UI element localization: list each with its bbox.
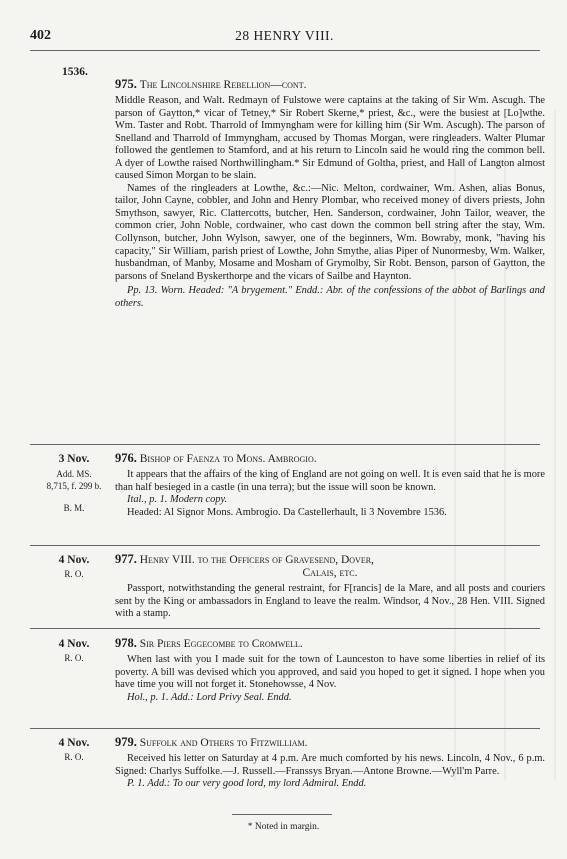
entry-976-heading: Bishop of Faenza to Mons. Ambrogio. xyxy=(139,453,317,465)
entry-978-heading: Sir Piers Eggecombe to Cromwell. xyxy=(139,638,303,650)
entry-977-source: R. O. xyxy=(64,569,84,579)
entry-978-source: R. O. xyxy=(64,653,84,663)
page-header xyxy=(30,28,539,48)
entry-979-heading: Suffolk and Others to Fitzwilliam. xyxy=(139,737,308,749)
entry-978-margin xyxy=(38,638,110,664)
entry-975-note: Pp. 13. Worn. Headed: "A brygement." Endd.: Abr. of the confessions of the abbot of Barlings and others. xyxy=(115,285,545,309)
entry-976-date: 3 Nov. xyxy=(58,453,90,465)
entry-979-note: P. 1. Add.: To our very good lord, my lord Admiral. Endd. xyxy=(127,778,367,790)
entry-975-paragraph-2: Names of the ringleaders at Lowthe, &c.:—Nic. Melton, cordwainer, Wm. Ashen, alias Bonus, tailor, John Cayne, cobbler, and John and Henry Plombar, who received money of divers priests, John Smythson, sawyer, Ric. Clattercotts, butcher, Hen. Sanderson, cordwainer, John Tailor, weaver, the common crier, John Noble, cordwainer, who cast down the common bell string after the stay, Wm. Collynson, butcher, John Wylson, sawyer, one of the beginners, Wm. Bowraby, monk, "having his capacity," Sir William, parish priest of Lowthe, John Smythe, alias Piper of Nunormesby, Wm. Walker, husbandman, of Manby, Mosame and Mosham of Grymolby, Sir Robt. Benson, parson of Gaytton, the parsons of Sneland Byskerthorpe and the vicars of Sailbe and Haynton. xyxy=(115,182,545,282)
entry-977-heading-2: Calais, etc. xyxy=(302,567,358,579)
entry-978-date: 4 Nov. xyxy=(58,638,90,650)
entry-number: 975. xyxy=(115,77,137,91)
entry-975-title xyxy=(115,78,545,92)
entry-978 xyxy=(115,637,545,704)
entry-number: 979. xyxy=(115,735,137,749)
running-head: 28 HENRY VIII. xyxy=(235,28,334,43)
entry-979 xyxy=(115,736,545,791)
entry-979-margin xyxy=(38,737,110,763)
entry-977-title xyxy=(115,553,545,567)
entry-979-title xyxy=(115,736,545,750)
entry-977 xyxy=(115,553,545,621)
header-rule xyxy=(30,50,540,51)
entry-number: 977. xyxy=(115,552,137,566)
footnote: * Noted in margin. xyxy=(247,822,320,832)
entry-976-note-1: Ital., p. 1. Modern copy. xyxy=(127,494,228,506)
footnote-rule xyxy=(232,814,332,815)
entry-976-paragraph: It appears that the affairs of the king of England are not going on well. It is even said that he is more than half besieged in a castle (in una terra); but the issue will soon be known. xyxy=(115,469,545,493)
entry-976-margin xyxy=(38,453,110,514)
entry-978-paragraph: When last with you I made suit for the town of Launceston to have some liberties in relief of its poverty. A bill was devised which you approved, and said you hoped to get it signed. I hope when you have time you will not forget it. Stonehowsse, 4 Nov. xyxy=(115,654,545,691)
entry-976-source-1: Add. MS. xyxy=(56,469,92,479)
entry-976-source-lower: B. M. xyxy=(63,503,85,513)
entry-divider xyxy=(30,545,540,546)
entry-978-title xyxy=(115,637,545,651)
entry-979-paragraph: Received his letter on Saturday at 4 p.m. Are much comforted by his news. Lincoln, 4 Nov., 6 p.m. Signed: Charlys Suffolke.—J. Russell.—Franssys Bryan.—Antone Browne.—Wyll'm Parre. xyxy=(115,753,545,777)
page-number: 402 xyxy=(30,28,51,43)
entry-976 xyxy=(115,452,545,519)
entry-979-date: 4 Nov. xyxy=(58,737,90,749)
entry-978-note: Hol., p. 1. Add.: Lord Privy Seal. Endd. xyxy=(127,691,292,703)
entry-number: 976. xyxy=(115,451,137,465)
entry-977-paragraph: Passport, notwithstanding the general restraint, for F[rancis] de la Mare, and all posts and couriers sent by the King or ambassadors in England to leave the realm. Windsor, 4 Nov., 28 Hen. VIII. Signed with a stamp. xyxy=(115,583,545,620)
entry-977-date: 4 Nov. xyxy=(58,554,90,566)
entry-divider xyxy=(30,444,540,445)
entry-977-margin xyxy=(38,554,110,580)
entry-975 xyxy=(115,78,545,310)
entry-number: 978. xyxy=(115,636,137,650)
entry-975-heading: The Lincolnshire Rebellion—cont. xyxy=(139,79,307,91)
entry-divider xyxy=(30,628,540,629)
entry-975-paragraph-1: Middle Reason, and Walt. Redmayn of Fulstowe were captains at the taking of Sir Wm. Ascugh. The parson of Gaytton,* vicar of Tetney,* Sir Robert Skerne,* priest, &c., were the busiest at [Lo]wthe. Wm. Taster and Robt. Tharrold of Immyngham were for killing him (Sir Wm. Ascugh). The parson of Snelland and Tharrold of Immyngham, accused by Thomas Morgan, were ringleaders. Walter Plumar followed the gentlemen to Stamford, and at his return to Lincoln said he would ring the common bell. A dyer of Lowthe raised Northwillingham.* Sir Edmund of Goltha, priest, and Hall of Langton almost caused Simon Morgan to be slain. xyxy=(115,95,545,182)
entry-979-source: R. O. xyxy=(64,752,84,762)
entry-976-source-2: 8,715, f. 299 b. xyxy=(46,481,102,491)
entry-976-note-2: Headed: Al Signor Mons. Ambrogio. Da Castellerhault, li 3 Novembre 1536. xyxy=(127,506,447,518)
entry-divider xyxy=(30,728,540,729)
entry-977-heading: Henry VIII. to the Officers of Gravesend, Dover, xyxy=(139,554,374,566)
entry-976-title xyxy=(115,452,545,466)
year-margin: 1536. xyxy=(62,66,88,78)
